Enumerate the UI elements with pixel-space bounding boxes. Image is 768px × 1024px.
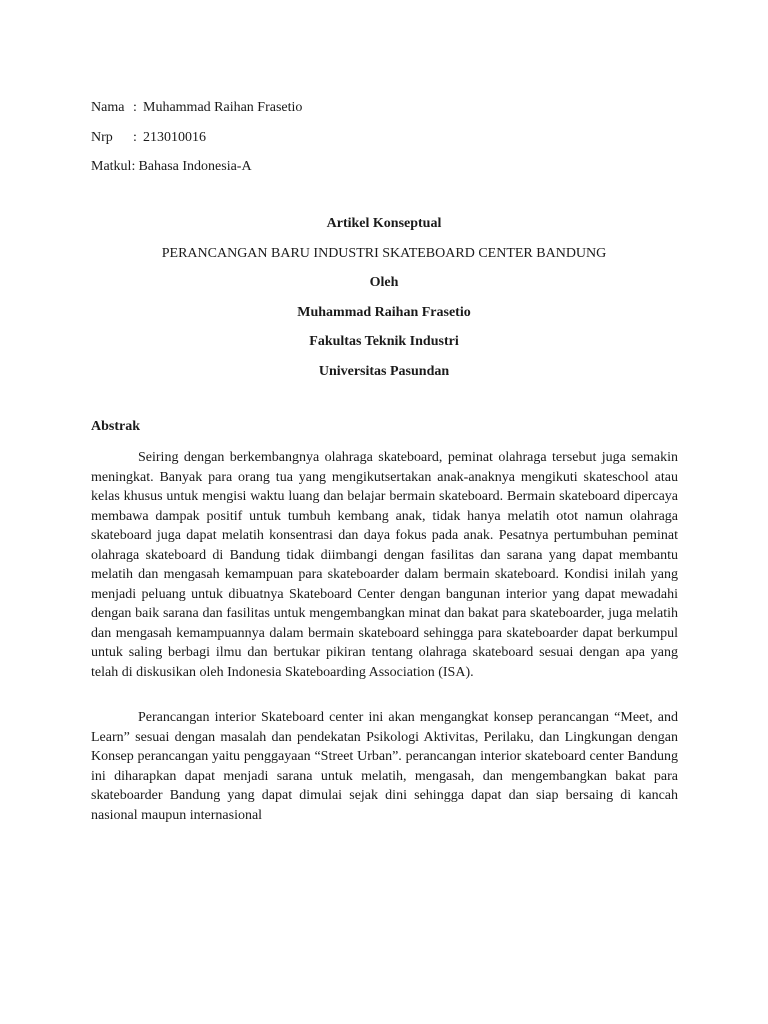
title-block — [0, 209, 768, 387]
meta-row-matkul — [91, 152, 302, 182]
nama-separator: : — [133, 100, 137, 115]
author-name: Muhammad Raihan Frasetio — [297, 304, 471, 320]
article-title: PERANCANGAN BARU INDUSTRI SKATEBOARD CENTER BANDUNG — [161, 245, 607, 261]
matkul-label: Matkul — [91, 159, 132, 174]
meta-row-nama — [91, 93, 302, 123]
abstract-paragraph-1: Seiring dengan berkembangnya olahraga skateboard, peminat olahraga tersebut juga semakin meningkat. Banyak para orang tua yang mengikutsertakan anak-anaknya mengikuti skateschool atau kelas khusus untuk mengisi waktu luang dan belajar bermain skateboard. Bermain skateboard dipercaya membawa dampak positif untuk tumbuh kembang anak, tidak hanya melatih otot namun olahraga skateboard juga dapat melatih konsentrasi dan daya fokus pada anak. Pesatnya pertumbuhan peminat olahraga skateboard di Bandung tidak diimbangi dengan fasilitas dan sarana yang dapat membantu melatih dan mengasah kemampuan para skateboarder dalam bermain skateboard. Kondisi inilah yang menjadi peluang untuk dibuatnya Skateboard Center dengan bangunan interior yang dapat mewadahi dengan baik sarana dan fasilitas untuk mengembangkan minat dan bakat para skateboarder, juga melatih dan mengasah kemampuannya dalam bermain skateboard sehingga para skateboarder dapat berkumpul untuk saling berbagi ilmu dan bertukar pikiran tentang olahraga skateboard sesuai dengan apa yang telah di diskusikan oleh Indonesia Skateboarding Association (ISA). — [91, 450, 678, 680]
nrp-value: 213010016 — [143, 129, 206, 145]
meta-row-nrp — [91, 123, 302, 153]
faculty-name: Fakultas Teknik Industri — [309, 334, 459, 350]
matkul-separator: : — [131, 159, 136, 174]
student-info — [91, 93, 302, 182]
abstract-heading: Abstrak — [91, 419, 141, 434]
nama-value: Muhammad Raihan Frasetio — [143, 100, 303, 115]
nrp-separator: : — [133, 129, 137, 145]
abstract-paragraph-2: Perancangan interior Skateboard center ini akan mengangkat konsep perancangan “Meet, and Learn” sesuai dengan masalah dan pendekatan Psikologi Aktivitas, Perilaku, dan Lingkungan dengan Konsep perancangan yaitu penggayaan “Street Urban”. perancangan interior skateboard center Bandung ini diharapkan dapat menjadi sarana untuk melatih, mengasah, dan mengembangkan bakat para skateboarder Bandung yang dapat dimulai sejak dini sehingga dapat dan siap bersaing di kancah nasional maupun internasional — [91, 710, 678, 823]
nama-label: Nama — [91, 100, 125, 115]
nrp-label: Nrp — [91, 129, 113, 145]
by-line: Oleh — [369, 275, 399, 291]
university-name: Universitas Pasundan — [318, 363, 450, 379]
article-type: Artikel Konseptual — [326, 216, 442, 231]
matkul-value: Bahasa Indonesia-A — [138, 159, 252, 174]
